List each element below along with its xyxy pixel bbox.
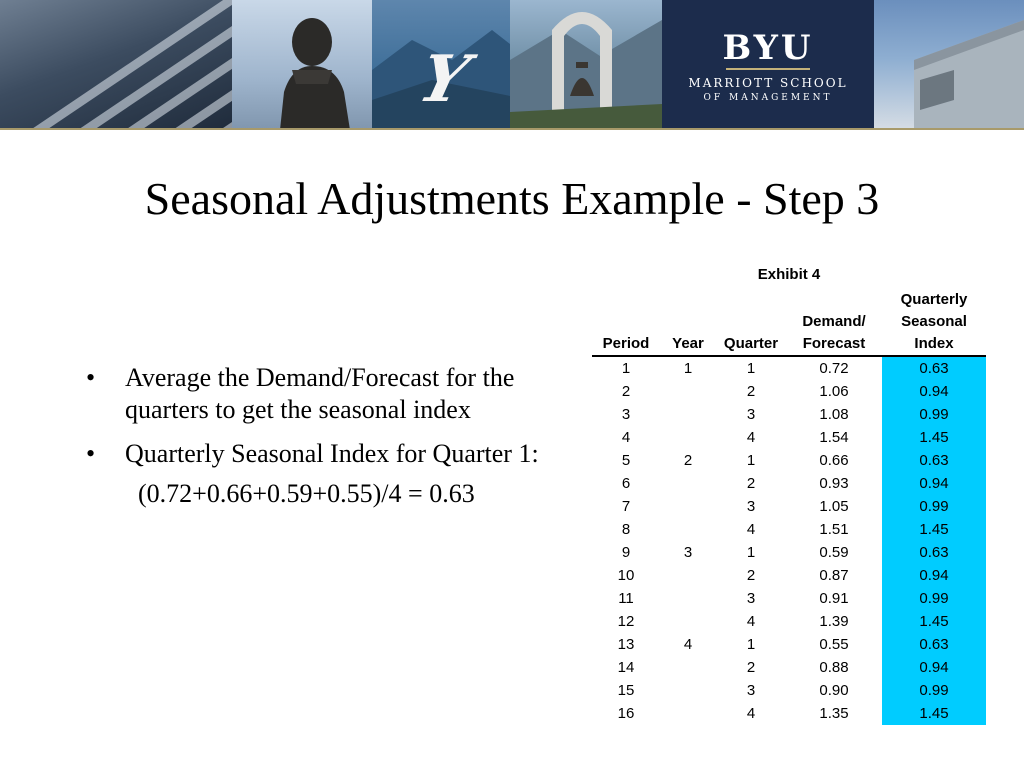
period-cell: 10: [617, 567, 635, 584]
demand-forecast-cell: 1.51: [819, 521, 849, 538]
seasonal-index-cell: 1.45: [882, 518, 986, 541]
column-header-quarter: Quarter: [716, 289, 786, 356]
demand-forecast-cell: 0.87: [819, 567, 849, 584]
quarter-cell: 4: [746, 521, 756, 538]
seasonal-index-cell: 1.45: [882, 610, 986, 633]
quarter-cell: 2: [746, 659, 756, 676]
table-row: [592, 587, 986, 610]
bullet-marker: •: [86, 439, 96, 468]
table-header-row: [592, 289, 986, 356]
quarter-cell: 1: [746, 636, 756, 653]
column-header-year: Year: [660, 289, 716, 356]
table-row: [592, 518, 986, 541]
year-cell: 1: [683, 360, 693, 377]
seasonal-index-cell: 1.45: [882, 426, 986, 449]
logo-divider: [726, 68, 810, 70]
y-logo-icon: Y: [411, 42, 477, 117]
table-row: [592, 610, 986, 633]
seasonal-index-cell: 0.94: [882, 656, 986, 679]
table-row: [592, 679, 986, 702]
table-row: [592, 702, 986, 725]
quarter-cell: 3: [746, 682, 756, 699]
table-row: [592, 356, 986, 380]
seasonal-index-cell: 0.63: [882, 541, 986, 564]
demand-forecast-cell: 0.59: [819, 544, 849, 561]
table-row: [592, 472, 986, 495]
mountain-y-photo: [372, 0, 510, 130]
year-cell: [660, 656, 716, 679]
year-cell: [660, 472, 716, 495]
period-cell: 1: [621, 360, 631, 377]
seasonal-index-cell: 0.99: [882, 679, 986, 702]
seasonal-index-cell: 0.94: [882, 380, 986, 403]
period-cell: 13: [617, 636, 635, 653]
year-cell: [660, 380, 716, 403]
demand-forecast-cell: 1.54: [819, 429, 849, 446]
demand-forecast-cell: 1.05: [819, 498, 849, 515]
year-cell: [660, 679, 716, 702]
period-cell: 14: [617, 659, 635, 676]
period-cell: 15: [617, 682, 635, 699]
column-header-period: Period: [592, 289, 660, 356]
quarter-cell: 1: [746, 360, 756, 377]
school-subtitle: OF MANAGEMENT: [703, 93, 833, 103]
bullet-marker: •: [86, 363, 96, 392]
year-cell: 2: [683, 452, 693, 469]
table-row: [592, 495, 986, 518]
period-cell: 7: [621, 498, 631, 515]
period-cell: 9: [621, 544, 631, 561]
seasonal-index-cell: 0.99: [882, 403, 986, 426]
year-cell: [660, 518, 716, 541]
quarter-cell: 4: [746, 613, 756, 630]
year-cell: [660, 610, 716, 633]
period-cell: 8: [621, 521, 631, 538]
bullet-text: Quarterly Seasonal Index for Quarter 1:: [125, 439, 539, 468]
table-row: [592, 380, 986, 403]
year-cell: [660, 403, 716, 426]
demand-forecast-cell: 0.88: [819, 659, 849, 676]
quarter-cell: 4: [746, 705, 756, 722]
table-row: [592, 656, 986, 679]
quarter-cell: 1: [746, 544, 756, 561]
seasonal-index-cell: 0.63: [882, 633, 986, 656]
quarter-cell: 2: [746, 383, 756, 400]
quarter-cell: 3: [746, 590, 756, 607]
school-name: MARRIOTT SCHOOL: [688, 76, 848, 90]
period-cell: 6: [621, 475, 631, 492]
seasonal-index-cell: 0.94: [882, 564, 986, 587]
year-cell: [660, 587, 716, 610]
building-photo: [0, 0, 232, 130]
demand-forecast-cell: 1.35: [819, 705, 849, 722]
year-cell: [660, 702, 716, 725]
seasonal-index-cell: 1.45: [882, 702, 986, 725]
demand-forecast-cell: 1.39: [819, 613, 849, 630]
table-row: [592, 564, 986, 587]
statue-photo: [232, 0, 372, 130]
building-sky-photo: [874, 0, 1024, 130]
quarter-cell: 3: [746, 498, 756, 515]
quarter-cell: 3: [746, 406, 756, 423]
table-row: [592, 449, 986, 472]
quarter-cell: 2: [746, 567, 756, 584]
table-row: [592, 541, 986, 564]
bullet-item: [86, 362, 566, 426]
bullet-item: [86, 438, 566, 470]
seasonal-index-cell: 0.99: [882, 495, 986, 518]
table-body: [592, 356, 986, 725]
seasonal-index-cell: 0.99: [882, 587, 986, 610]
period-cell: 16: [617, 705, 635, 722]
period-cell: 5: [621, 452, 631, 469]
seasonal-index-cell: 0.63: [882, 356, 986, 380]
seasonal-index-cell: 0.63: [882, 449, 986, 472]
demand-forecast-cell: 0.90: [819, 682, 849, 699]
quarter-cell: 1: [746, 452, 756, 469]
quarter-cell: 2: [746, 475, 756, 492]
table-row: [592, 403, 986, 426]
demand-forecast-cell: 0.55: [819, 636, 849, 653]
demand-forecast-cell: 0.93: [819, 475, 849, 492]
period-cell: 3: [621, 406, 631, 423]
period-cell: 12: [617, 613, 635, 630]
column-header-demand-forecast: Demand/ Forecast: [786, 289, 882, 356]
banner-divider: [0, 128, 1024, 130]
period-cell: 11: [618, 590, 634, 607]
period-cell: 4: [621, 429, 631, 446]
header-banner: [0, 0, 1024, 130]
bullet-list: [86, 362, 566, 510]
demand-forecast-cell: 1.08: [819, 406, 849, 423]
demand-forecast-cell: 0.72: [819, 360, 849, 377]
demand-forecast-cell: 1.06: [819, 383, 849, 400]
year-cell: [660, 426, 716, 449]
column-header-seasonal-index: Quarterly Seasonal Index: [882, 289, 986, 356]
bell-tower-photo: [510, 0, 662, 130]
slide-title: Seasonal Adjustments Example - Step 3: [144, 173, 880, 224]
table-row: [592, 633, 986, 656]
byu-marriott-logo: [662, 0, 874, 130]
seasonal-index-cell: 0.94: [882, 472, 986, 495]
byu-logo-text: BYU: [722, 28, 814, 68]
table-row: [592, 426, 986, 449]
quarter-cell: 4: [746, 429, 756, 446]
year-cell: 3: [683, 544, 693, 561]
bullet-text: Average the Demand/Forecast for the quarters to get the seasonal index: [125, 363, 515, 424]
year-cell: 4: [683, 636, 693, 653]
year-cell: [660, 495, 716, 518]
demand-forecast-cell: 0.91: [819, 590, 849, 607]
exhibit-title: Exhibit 4: [757, 266, 821, 283]
demand-forecast-cell: 0.66: [819, 452, 849, 469]
period-cell: 2: [621, 383, 631, 400]
seasonal-index-table: [592, 289, 986, 725]
formula-text: (0.72+0.66+0.59+0.55)/4 = 0.63: [138, 479, 475, 508]
year-cell: [660, 564, 716, 587]
